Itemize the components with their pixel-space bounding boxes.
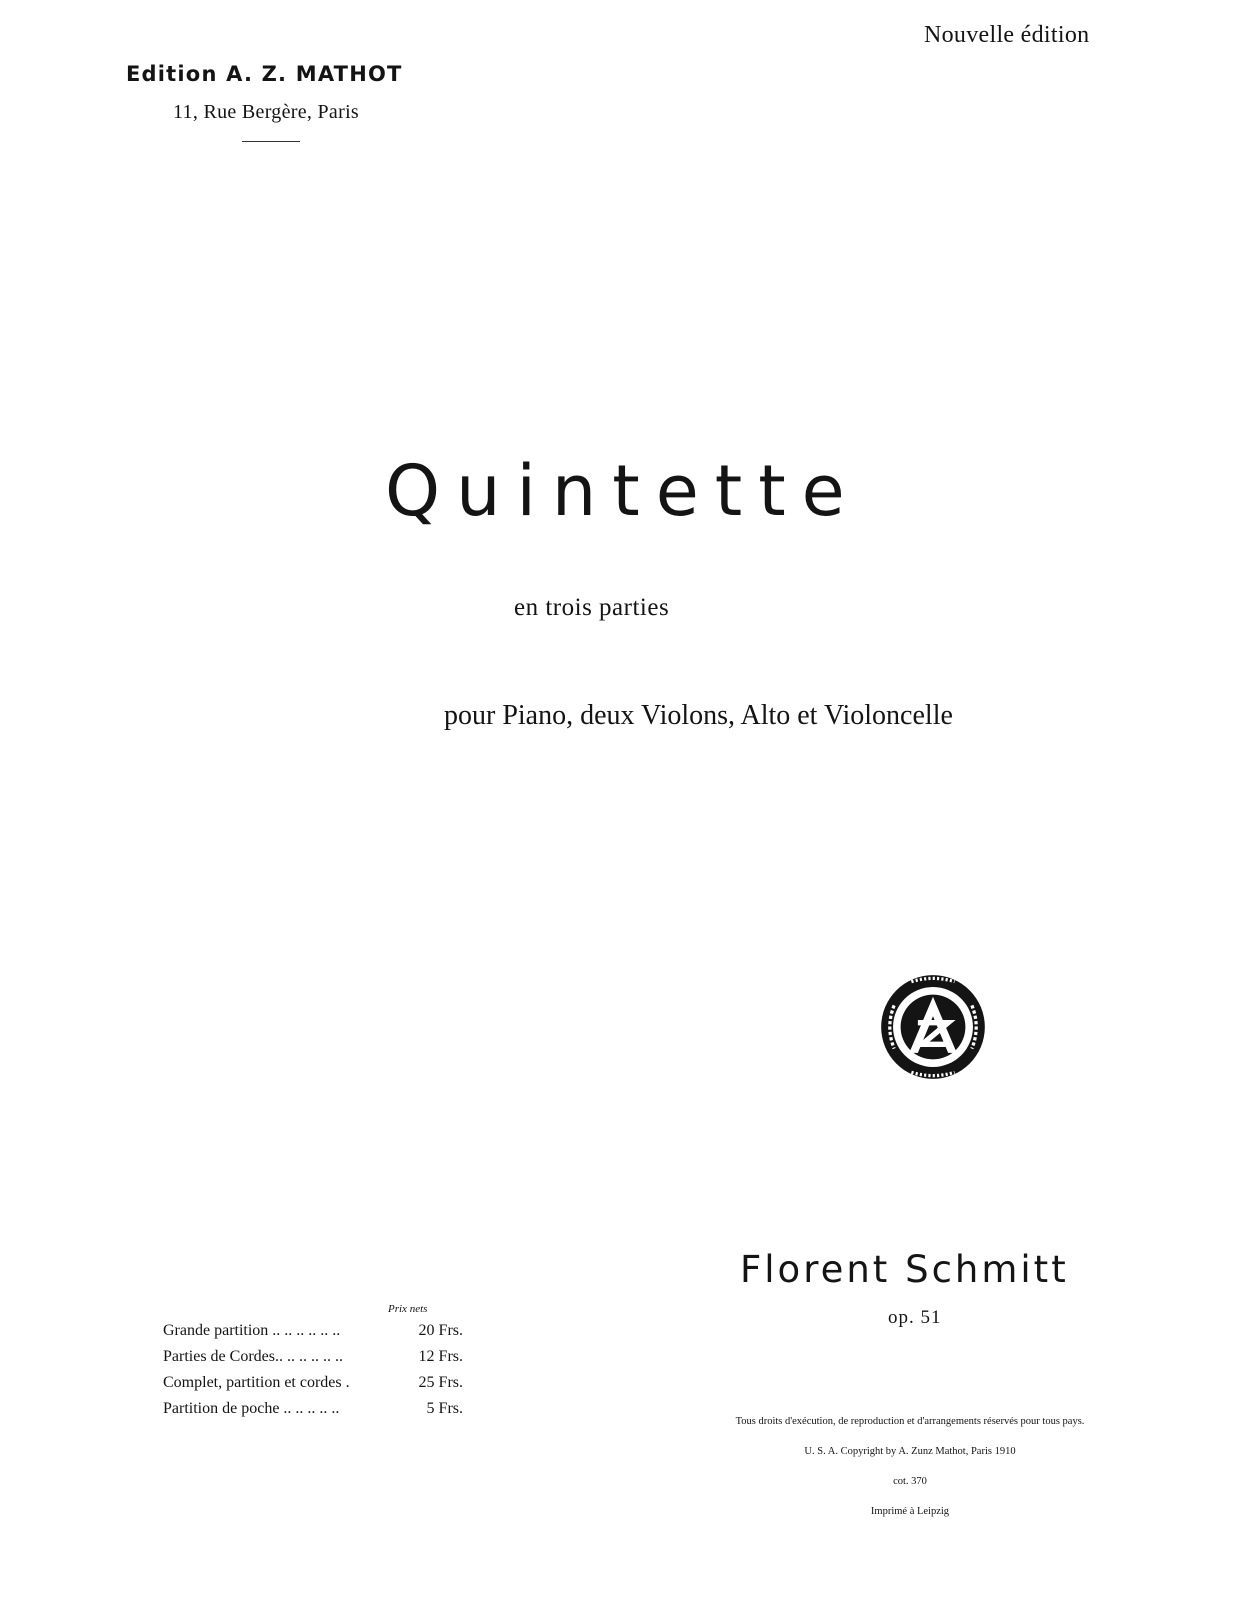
price-label: Grande partition .. .. .. .. .. .. (163, 1322, 341, 1339)
publisher-divider (242, 141, 300, 142)
edition-note: Nouvelle édition (924, 22, 1090, 48)
price-label: Parties de Cordes.. .. .. .. .. .. (163, 1348, 343, 1365)
price-list-header: Prix nets (388, 1303, 428, 1315)
price-row (163, 1344, 463, 1370)
price-value: 12 Frs. (418, 1348, 463, 1365)
price-list (163, 1318, 463, 1422)
rights-reserved-line: Tous droits d'exécution, de reproduction et d'arrangements réservés pour tous pays. (735, 1416, 1085, 1427)
price-row (163, 1396, 463, 1422)
work-subtitle: en trois parties (514, 594, 670, 621)
copyright-line: U. S. A. Copyright by A. Zunz Mathot, Paris 1910 (804, 1446, 1016, 1457)
instrumentation: pour Piano, deux Violons, Alto et Violoncelle (444, 700, 953, 731)
price-value: 20 Frs. (418, 1322, 463, 1339)
work-title: Quintette (385, 450, 861, 532)
price-row (163, 1370, 463, 1396)
rights-notice (640, 1407, 1180, 1527)
price-label: Complet, partition et cordes . (163, 1374, 350, 1391)
opus-number: op. 51 (888, 1307, 942, 1328)
publisher-address: 11, Rue Bergère, Paris (173, 101, 360, 123)
price-value: 5 Frs. (426, 1400, 463, 1417)
price-row (163, 1318, 463, 1344)
publisher-monogram-emblem-icon (879, 973, 987, 1081)
price-value: 25 Frs. (418, 1374, 463, 1391)
print-location: Imprimé à Leipzig (870, 1506, 950, 1517)
catalog-number: cot. 370 (893, 1476, 927, 1487)
price-label: Partition de poche .. .. .. .. .. (163, 1400, 340, 1417)
publisher-name: Edition A. Z. MATHOT (126, 62, 403, 86)
composer-name: Florent Schmitt (740, 1248, 1069, 1291)
